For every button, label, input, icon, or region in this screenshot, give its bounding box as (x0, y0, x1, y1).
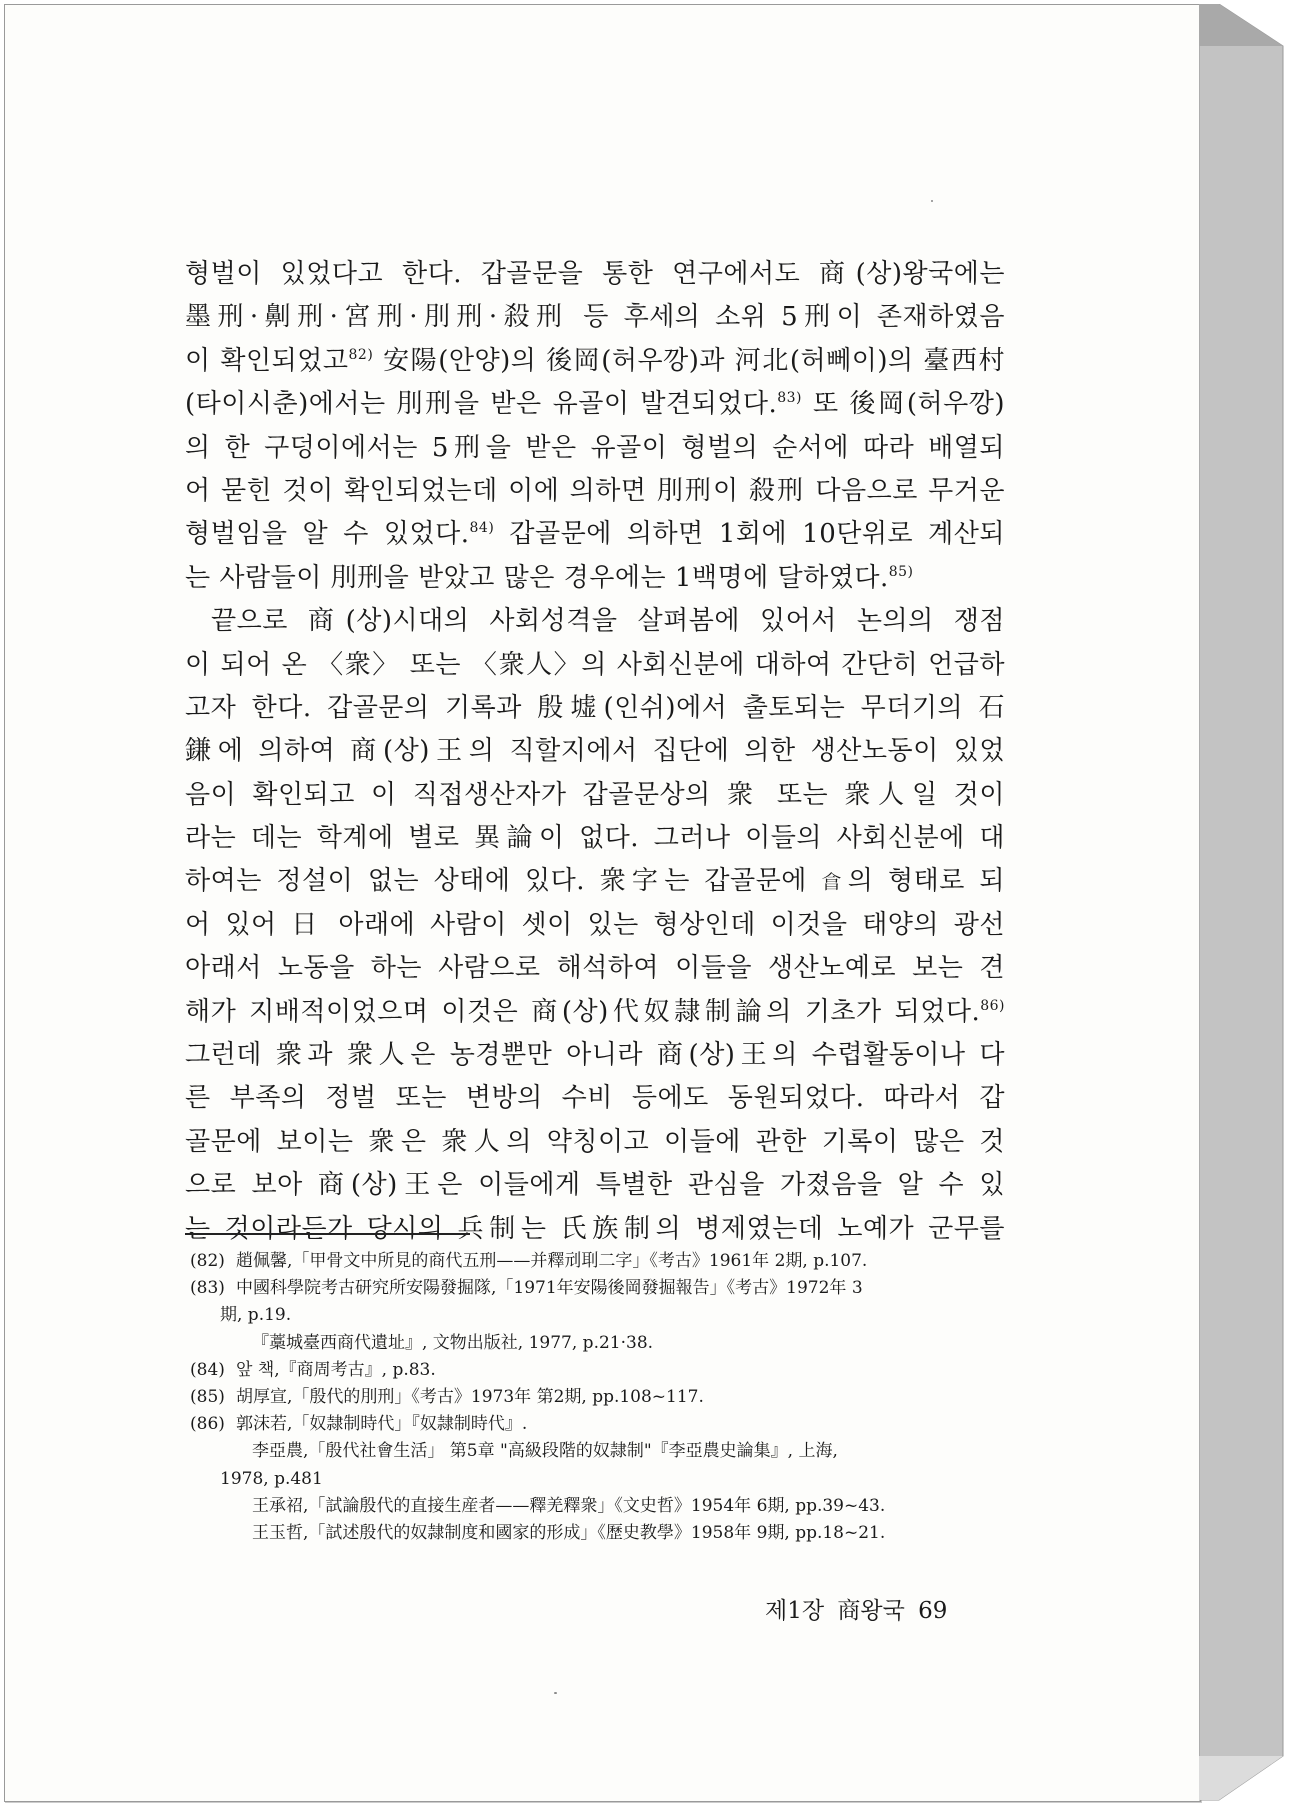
footnote (190, 1411, 1010, 1438)
body-line: 鎌에 의하여 商(상)王의 직할지에서 집단에 의한 생산노동이 있었 (185, 736, 1005, 767)
footnote (190, 1384, 1010, 1411)
body-line-text: (타이시춘)에서는 刖刑을 받은 유골이 발견되었다. (185, 389, 778, 420)
footnote-text: 앞 책,『商周考古』, p.83. (236, 1359, 436, 1380)
body-line: 른 부족의 정벌 또는 변방의 수비 등에도 동원되었다. 따라서 갑 (185, 1083, 1005, 1114)
body-line: 그런데 衆과 衆人은 농경뿐만 아니라 商(상)王의 수렵활동이나 다 (185, 1040, 1005, 1071)
body-line: 음이 확인되고 이 직접생산자가 갑골문상의 衆 또는 衆人일 것이 (185, 779, 1005, 810)
body-line: 아래서 노동을 하는 사람으로 해석하여 이들을 생산노예로 보는 견 (185, 953, 1005, 984)
footnote-ref: 85) (888, 563, 914, 580)
footnote-continuation (190, 1302, 1010, 1329)
body-line: 골문에 보이는 衆은 衆人의 약칭이고 이들에 관한 기록이 많은 것 (185, 1126, 1005, 1157)
footnotes (190, 1248, 1010, 1547)
body-line-text: 하여는 정설이 없는 상태에 있다. 衆字는 갑골문에 (185, 866, 807, 897)
footnote-text: 李亞農,「殷代社會生活」 第5章 "高級段階的奴隷制"『李亞農史論集』, 上海, (252, 1441, 838, 1462)
footnote-number: (85) (190, 1386, 225, 1407)
body-line: 으로 보아 商(상)王은 이들에게 특별한 관심을 가졌음을 알 수 있 (185, 1170, 1005, 1201)
footnote (190, 1248, 1010, 1275)
body-line: 끝으로 商(상)시대의 사회성격을 살펴봄에 있어서 논의의 쟁점 (211, 606, 1005, 637)
footer-chapter: 제1장 (765, 1598, 825, 1624)
footnote-continuation (190, 1438, 1010, 1465)
paper-speck (931, 200, 933, 202)
body-line: 어 있어 日 아래에 사람이 셋이 있는 형상인데 이것을 태양의 광선 (185, 909, 1005, 940)
page-number: 69 (918, 1598, 948, 1624)
footnote-continuation (190, 1520, 1010, 1547)
paper-speck (554, 1692, 557, 1694)
body-line (185, 860, 1005, 903)
footnote-text: 『藁城臺西商代遺址』, 文物出版社, 1977, p.21·38. (252, 1332, 654, 1353)
footnote-text: 中國科學院考古研究所安陽發掘隊,「1971年安陽後岡發掘報告」《考古》1972年 3 (236, 1278, 863, 1299)
footnote-text: 王承祒,「試論殷代的直接生産者——釋羌釋衆」《文史哲》1954年 6期, pp.39~43. (252, 1495, 886, 1516)
footnote-number: (84) (190, 1359, 225, 1380)
footnote-ref: 83) (777, 390, 803, 407)
body-line (185, 383, 1005, 426)
body-line: 어 묻힌 것이 확인되었는데 이에 의하면 刖刑이 殺刑 다음으로 무거운 (185, 475, 1005, 506)
body-text (185, 253, 1005, 1251)
footnote-continuation (190, 1493, 1010, 1520)
footnote (190, 1275, 1010, 1302)
footnote-text: 1978, p.481 (220, 1468, 323, 1489)
footnote (190, 1357, 1010, 1384)
body-line: 이 되어 온 〈衆〉 또는 〈衆人〉의 사회신분에 대하여 간단히 언급하 (185, 649, 1005, 680)
body-line-text: 해가 지배적이었으며 이것은 商(상)代奴隷制論의 기초가 되었다. (185, 996, 981, 1027)
footnote-number: (83) (190, 1278, 225, 1299)
footnote-text: 胡厚宣,「殷代的刖刑」《考古》1973年 第2期, pp.108~117. (236, 1386, 704, 1407)
body-line (185, 340, 1005, 383)
body-line-tail: 갑골문에 의하면 1회에 10단위로 계산되 (509, 519, 1006, 550)
body-line-tail: 의 형태로 되 (847, 866, 1006, 897)
body-line (185, 991, 1005, 1034)
footnote-text: 郭沫若,「奴隷制時代」『奴隷制時代』. (236, 1414, 528, 1435)
oracle-bone-glyph: 𣌭 (821, 870, 848, 895)
body-line-text: 이 확인되었고 (185, 345, 349, 376)
body-line-text: 는 사람들이 刖刑을 받았고 많은 경우에는 1백명에 달하였다. (185, 562, 889, 593)
body-line-text: 형벌임을 알 수 있었다. (185, 519, 470, 550)
running-footer (765, 1592, 947, 1625)
footnote-text: 期, p.19. (220, 1305, 292, 1326)
body-line-tail: 또 後岡(허우깡) (812, 389, 1005, 420)
footnote-number: (82) (190, 1251, 225, 1271)
footnote-continuation (190, 1466, 1010, 1493)
footnote-ref: 86) (980, 997, 1005, 1014)
footnote-ref: 82) (348, 346, 374, 363)
footnote-text: 王玉哲,「試述殷代的奴隷制度和國家的形成」《歷史教學》1958年 9期, pp.18~21. (252, 1522, 886, 1543)
body-line: 는 것이라든가 당시의 兵制는 氏族制의 병제였는데 노예가 군무를 (185, 1213, 1005, 1244)
body-line: 의 한 구덩이에서는 5刑을 받은 유골이 형벌의 순서에 따라 배열되 (185, 432, 1005, 463)
footnote-continuation (190, 1330, 1010, 1357)
body-line: 라는 데는 학계에 별로 異論이 없다. 그러나 이들의 사회신분에 대 (185, 823, 1005, 854)
body-line-tail: 安陽(안양)의 後岡(허우깡)과 河北(허뻬이)의 臺西村 (383, 345, 1006, 376)
footnote-ref: 84) (469, 520, 495, 537)
body-line: 고자 한다. 갑골문의 기록과 殷墟(인쉬)에서 출토되는 무더기의 石 (185, 692, 1005, 723)
body-line (185, 557, 1005, 600)
body-line: 형벌이 있었다고 한다. 갑골문을 통한 연구에서도 商(상)왕국에는 (185, 259, 1005, 289)
footnote-divider (185, 1233, 470, 1235)
footnote-number: (86) (190, 1414, 225, 1435)
footer-title: 商왕국 (837, 1598, 905, 1624)
body-line: 墨刑·劓刑·宮刑·刖刑·殺刑 등 후세의 소위 5刑이 존재하였음 (185, 302, 1005, 333)
footnote-text: 趙佩馨,「甲骨文中所見的商代五刑——并釋刓刵二字」《考古》1961年 2期, p.107. (236, 1251, 868, 1271)
body-line (185, 513, 1005, 556)
